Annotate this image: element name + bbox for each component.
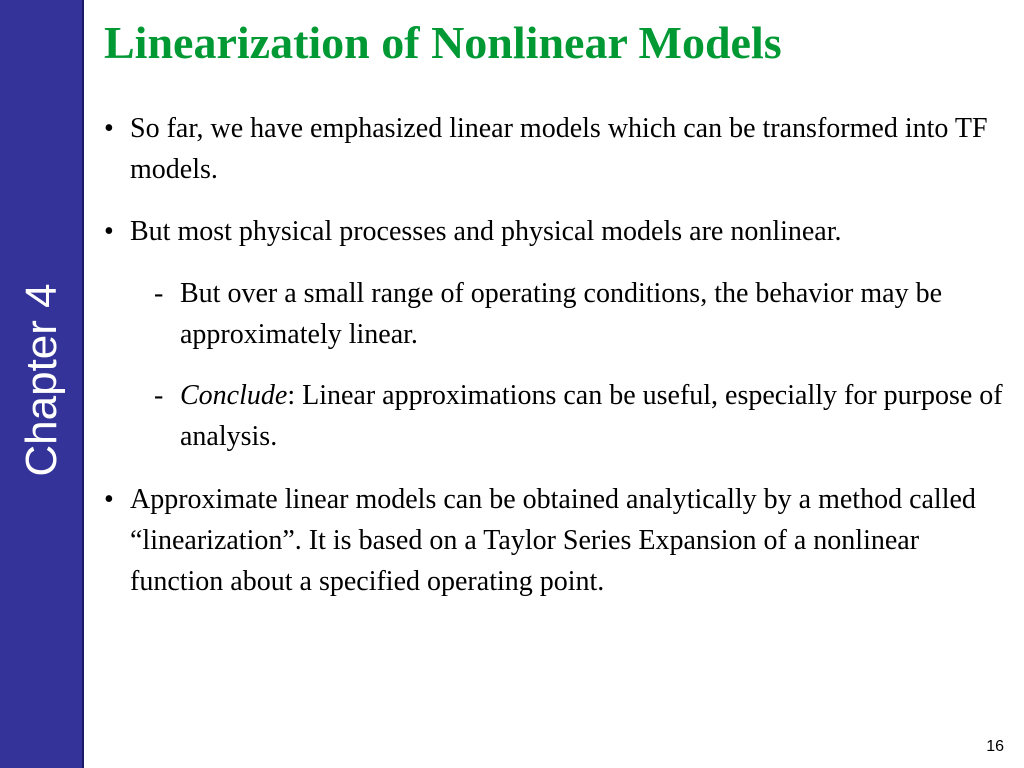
emphasis-text: Conclude bbox=[180, 380, 288, 411]
bullet-item bbox=[104, 211, 1010, 252]
bullet-item bbox=[104, 108, 1010, 190]
sub-bullet-text: But over a small range of operating conditions, the behavior may be approximately linear. bbox=[180, 278, 943, 350]
bullet-text: Approximate linear models can be obtained analytically by a method called “linearization”. It is based on a Taylor Series Expansion of a nonlinear function about a specified operating point. bbox=[130, 484, 976, 597]
bullet-item bbox=[104, 479, 1010, 602]
sub-bullet-item bbox=[104, 273, 1010, 355]
dash-marker: - bbox=[154, 380, 164, 411]
chapter-label: Chapter 4 bbox=[17, 283, 66, 477]
bullet-marker: • bbox=[104, 484, 114, 515]
bullet-text: But most physical processes and physical models are nonlinear. bbox=[130, 216, 842, 247]
bullet-text: So far, we have emphasized linear models which can be transformed into TF models. bbox=[130, 113, 988, 185]
bullet-marker: • bbox=[104, 216, 114, 247]
slide-content bbox=[104, 108, 1010, 602]
sub-bullet-text bbox=[180, 375, 1010, 457]
slide-title: Linearization of Nonlinear Models bbox=[104, 17, 782, 68]
sub-bullet-rest: : Linear approximations can be useful, especially for purpose of analysis. bbox=[180, 380, 1003, 452]
dash-marker: - bbox=[154, 278, 164, 309]
bullet-marker: • bbox=[104, 113, 114, 144]
sub-bullet-item bbox=[104, 375, 1010, 457]
chapter-sidebar bbox=[0, 0, 84, 768]
page-number: 16 bbox=[986, 738, 1004, 755]
